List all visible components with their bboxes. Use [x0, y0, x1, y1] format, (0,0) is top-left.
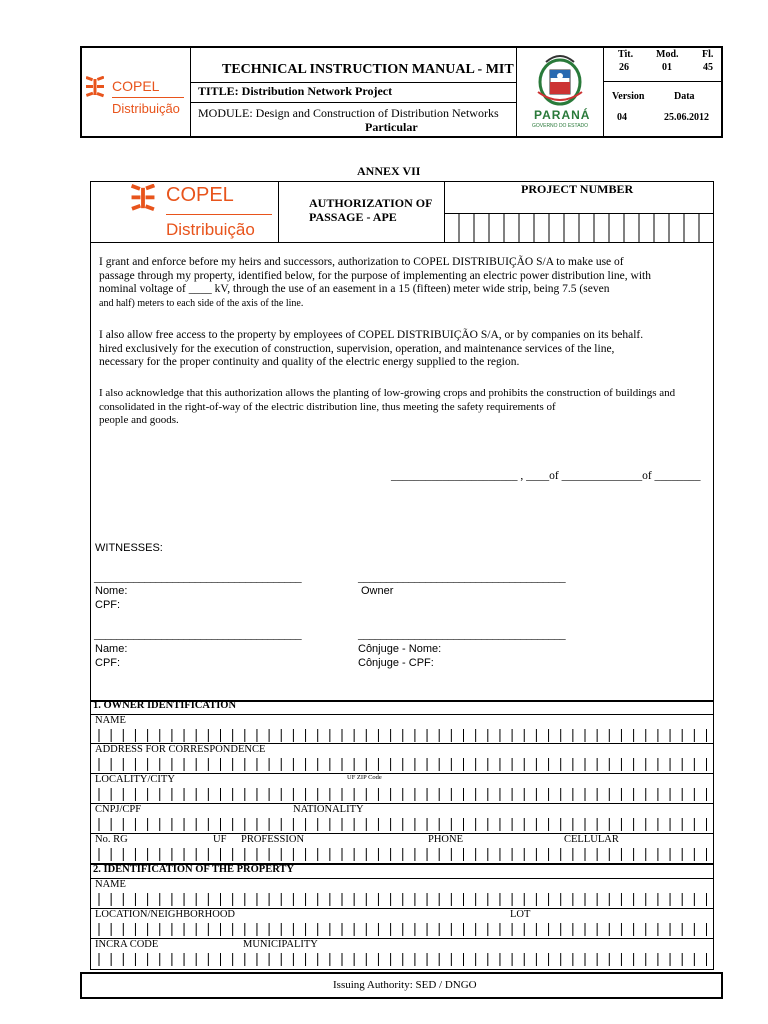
row-divider [90, 938, 714, 939]
parana-crest-icon [524, 52, 596, 108]
header-divider [190, 102, 516, 103]
paragraph-line: I grant and enforce before my heirs and successors, authorization to COPEL DISTRIBUIÇÃO S/A to make use of [99, 256, 624, 268]
copel-mark-icon [86, 76, 104, 98]
signature-line[interactable]: _____________________________________ [358, 627, 566, 641]
signature-line[interactable]: _____________________________________ [94, 627, 302, 641]
row-divider [90, 803, 714, 804]
header-divider [603, 46, 604, 138]
witness1-cpf-label: CPF: [95, 599, 121, 611]
copel-logo [86, 74, 186, 122]
paragraph-line: hired exclusively for the execution of construction, supervision, operation, and maintenance services of the line, [99, 342, 615, 355]
paragraph-line: passage through my property, identified below, for the purpose of implementing an electric power distribution line, with [99, 269, 651, 282]
form-divider [90, 242, 714, 243]
signature-line[interactable]: _____________________________________ [358, 570, 566, 584]
owner-label: Owner [361, 585, 394, 597]
owner-cellular-label: CELLULAR [564, 834, 619, 845]
property-lot-label: LOT [510, 909, 531, 920]
witness1-name-label: Nome: [95, 585, 128, 597]
property-incra-cells[interactable] [95, 953, 707, 967]
paragraph-line: nominal voltage of ____ kV, through the use of an easement in a 15 (fifteen) meter wide strip, being 7.5 (seven [99, 283, 610, 295]
tit-value: 26 [619, 62, 629, 73]
owner-address-cells[interactable] [95, 758, 707, 772]
witness2-name-label: Name: [95, 643, 128, 655]
owner-phone-label: PHONE [428, 834, 464, 845]
paragraph-line: necessary for the proper continuity and quality of the electric energy supplied to the region. [99, 356, 520, 368]
header-divider [603, 81, 723, 82]
row-divider [90, 773, 714, 774]
property-incra-label: INCRA CODE [95, 939, 159, 950]
owner-uf-label: UF [213, 834, 227, 845]
owner-rg-label: No. RG [95, 834, 128, 845]
paragraph-line: I also allow free access to the property by employees of COPEL DISTRIBUIÇÃO S/A, or by companies on its behalf. [99, 329, 644, 341]
logo-word: COPEL [112, 78, 160, 94]
property-municipality-label: MUNICIPALITY [243, 939, 318, 950]
owner-rg-cells[interactable] [95, 848, 707, 862]
property-location-cells[interactable] [95, 923, 707, 937]
parana-logo [524, 52, 596, 132]
signature-line[interactable]: _____________________________________ [94, 570, 302, 584]
owner-locality-label: LOCALITY/CITY [95, 774, 175, 785]
module-sub: Particular [365, 120, 418, 134]
auth-title-2: PASSAGE - APE [309, 210, 397, 224]
form-copel-logo [128, 184, 276, 240]
date-line[interactable]: ______________________ , ____of ______________of ________ [391, 470, 701, 482]
paragraph-line: consolidated in the right-of-way of the electric distribution line, thus meeting the safety requirements of [99, 400, 556, 413]
owner-uf-zip-label: UF ZIP Code [347, 774, 382, 781]
row-divider [90, 714, 714, 715]
paragraph-1 [99, 256, 715, 310]
doc-title: TITLE: Distribution Network Project [198, 84, 393, 98]
paragraph-line: and half) meters to each side of the axis of the line. [99, 297, 304, 309]
auth-title-1: AUTHORIZATION OF [309, 196, 433, 210]
form-logo-word: COPEL [166, 184, 234, 206]
annex-title: ANNEX VII [357, 164, 421, 178]
witness2-cpf-label: CPF: [95, 657, 121, 669]
logo-rule [112, 97, 184, 98]
copel-mark-icon [128, 184, 158, 212]
owner-profession-label: PROFESSION [241, 834, 305, 845]
manual-title: TECHNICAL INSTRUCTION MANUAL - MIT [222, 62, 514, 77]
witnesses-label: WITNESSES: [95, 542, 163, 554]
header-divider [516, 46, 517, 138]
paragraph-3 [99, 387, 715, 428]
header-divider [190, 82, 516, 83]
paragraph-line: people and goods. [99, 414, 179, 426]
version-label: Version [612, 91, 645, 102]
owner-address-label: ADDRESS FOR CORRESPONDENCE [95, 744, 266, 755]
property-section-heading: 2. IDENTIFICATION OF THE PROPERTY [93, 864, 295, 875]
module-line: MODULE: Design and Construction of Distribution Networks [198, 106, 499, 120]
fl-value: 45 [703, 62, 713, 73]
form-logo-rule [166, 214, 272, 215]
owner-section-heading: 1. OWNER IDENTIFICATION [93, 700, 237, 711]
project-number-label: PROJECT NUMBER [521, 182, 634, 196]
issuing-authority: Issuing Authority: SED / DNGO [333, 979, 477, 991]
property-name-cells[interactable] [95, 893, 707, 907]
mod-label: Mod. [656, 49, 679, 60]
owner-locality-cells[interactable] [95, 788, 707, 802]
row-divider [90, 833, 714, 834]
mod-value: 01 [662, 62, 672, 73]
owner-cnpj-label: CNPJ/CPF [95, 804, 142, 815]
header-divider [190, 46, 191, 138]
spouse-cpf-label: Cônjuge - CPF: [358, 657, 434, 669]
version-value: 04 [617, 112, 627, 123]
property-name-label: NAME [95, 879, 126, 890]
property-location-label: LOCATION/NEIGHBORHOOD [95, 909, 235, 920]
state-logo-sub: GOVERNO DO ESTADO [532, 123, 589, 129]
date-value: 25.06.2012 [664, 112, 709, 123]
form-divider [278, 181, 279, 242]
state-logo-text: PARANÁ [534, 108, 591, 122]
date-label: Data [674, 91, 695, 102]
owner-cnpj-cells[interactable] [95, 818, 707, 832]
owner-name-cells[interactable] [95, 729, 707, 743]
paragraph-line: I also acknowledge that this authorization allows the planting of low-growing crops and prohibits the construction of buildings and [99, 387, 676, 399]
project-number-grid[interactable] [444, 213, 714, 242]
spouse-name-label: Cônjuge - Nome: [358, 643, 442, 655]
owner-nationality-label: NATIONALITY [293, 804, 364, 815]
form-logo-sub: Distribuição [166, 220, 255, 239]
logo-sub: Distribuição [112, 101, 180, 116]
tit-label: Tit. [618, 49, 634, 60]
fl-label: Fl. [702, 49, 714, 60]
owner-name-label: NAME [95, 715, 126, 726]
row-divider [90, 878, 714, 879]
paragraph-2 [99, 329, 715, 370]
